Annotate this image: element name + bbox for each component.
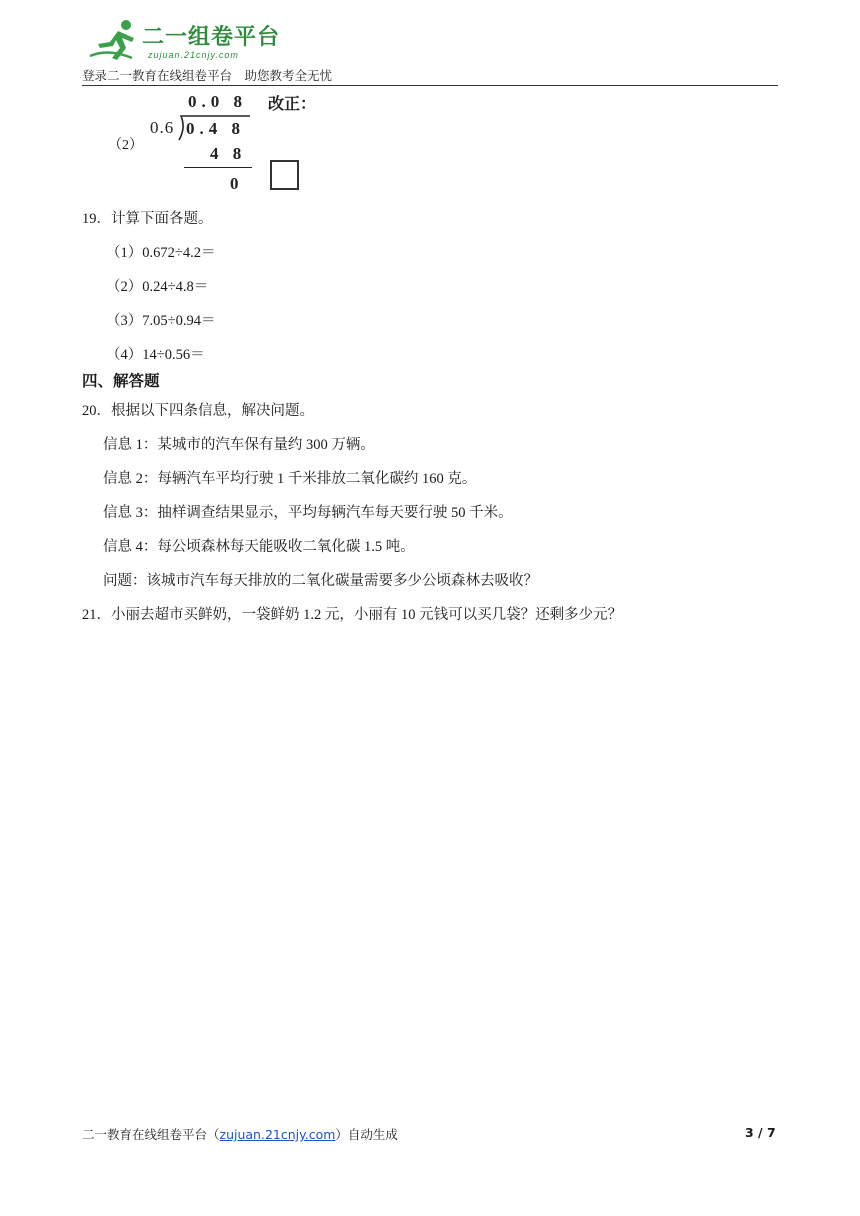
dividend: 0.4 8 <box>186 119 245 138</box>
subquestion-label: （2） <box>108 138 143 153</box>
logo-subtitle: zujuan.21cnjy.com <box>148 50 239 60</box>
quotient: 0.0 8 <box>188 92 247 111</box>
page-number: 3 / 7 <box>745 1125 776 1140</box>
long-division-figure <box>100 88 340 198</box>
header-divider <box>82 85 778 86</box>
correction-answer-box[interactable] <box>270 160 299 190</box>
q20-info: 信息 1：某城市的汽车保有量约 300 万辆。 <box>103 437 375 453</box>
q20-info: 信息 4：每公顷森林每天能吸收二氧化碳 1.5 吨。 <box>103 539 415 555</box>
q20-info: 信息 3：抽样调查结果显示，平均每辆汽车每天要行驶 50 千米。 <box>103 505 513 521</box>
q19-title: 19．计算下面各题。 <box>82 211 213 227</box>
section-heading: 四、解答题 <box>82 372 160 390</box>
correction-label: 改正： <box>268 94 317 113</box>
footer-prefix: 二一教育在线组卷平台（ <box>82 1127 220 1142</box>
platform-logo <box>88 16 281 66</box>
q19-item: （2）0.24÷4.8＝ <box>106 279 209 295</box>
q20-question: 问题：该城市汽车每天排放的二氧化碳量需要多少公顷森林去吸收？ <box>103 573 538 589</box>
runner-logo-icon <box>88 18 144 62</box>
q20-title: 20．根据以下四条信息，解决问题。 <box>82 403 314 419</box>
q21-text: 21．小丽去超市买鲜奶，一袋鲜奶 1.2 元，小丽有 10 元钱可以买几袋？还剩多少元？ <box>82 607 623 623</box>
divisor: 0.6 <box>150 118 175 137</box>
footer-link[interactable]: zujuan.21cnjy.com <box>219 1127 336 1142</box>
product: 4 8 <box>210 144 247 163</box>
q19-item: （1）0.672÷4.2＝ <box>106 245 216 261</box>
q20-info: 信息 2：每辆汽车平均行驶 1 千米排放二氧化碳约 160 克。 <box>103 471 477 487</box>
q19-item: （3）7.05÷0.94＝ <box>106 313 216 329</box>
header-tagline: 登录二一教育在线组卷平台 助您教考全无忧 <box>82 68 333 83</box>
footer-suffix: ）自动生成 <box>335 1127 398 1142</box>
remainder: 0 <box>230 174 244 193</box>
footer-text <box>82 1125 398 1143</box>
q19-item: （4）14÷0.56＝ <box>106 347 205 363</box>
subtraction-line <box>184 167 252 168</box>
logo-title: 二一组卷平台 <box>142 25 281 50</box>
